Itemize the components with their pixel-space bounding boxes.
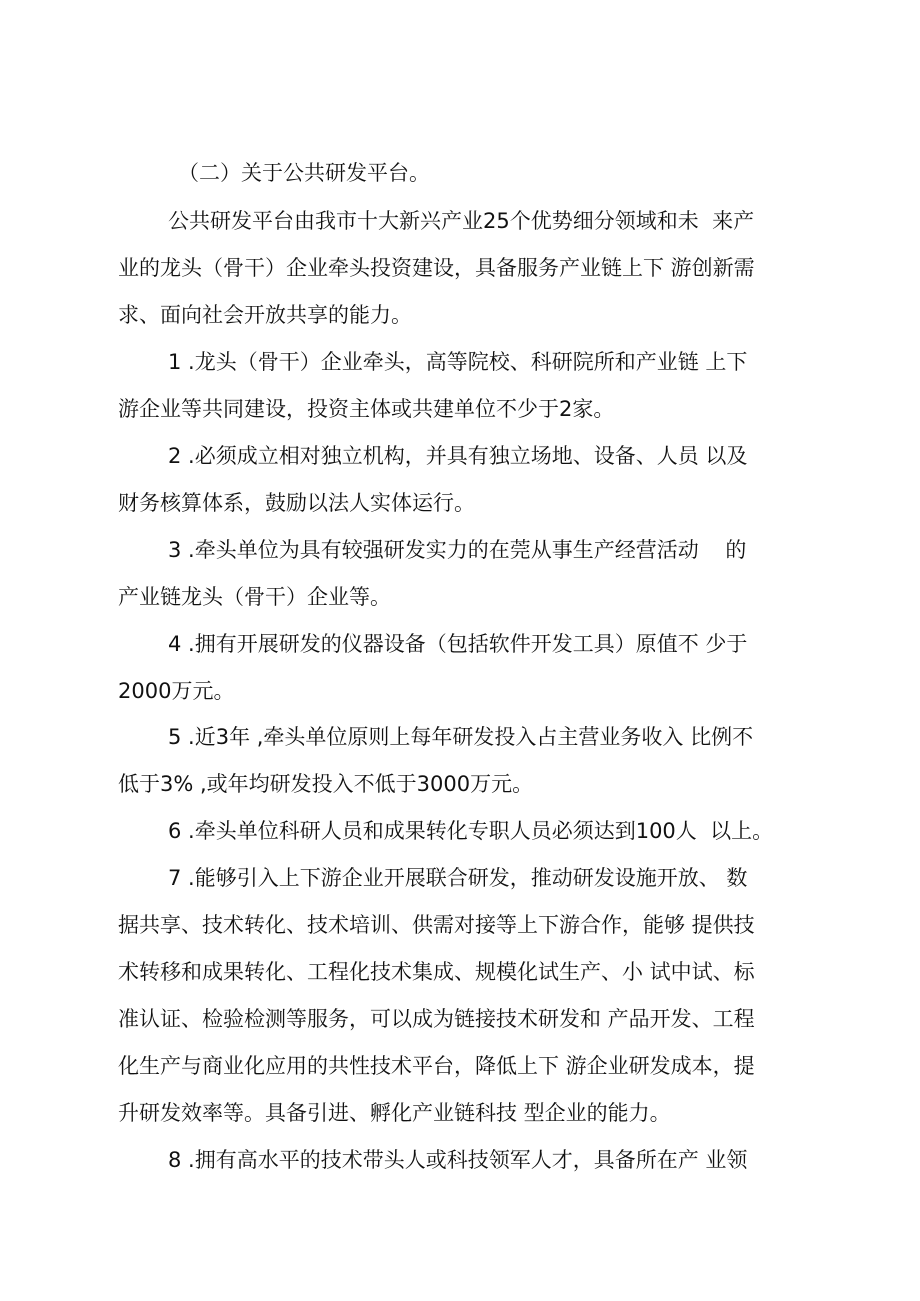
body-line: 准认证、检验检测等服务，可以成为链接技术研发和 产品开发、工程 xyxy=(118,1007,755,1031)
body-line: 化生产与商业化应用的共性技术平台，降低上下 游企业研发成本，提 xyxy=(118,1054,755,1078)
list-item-7: 7 .能够引入上下游企业开展联合研发，推动研发设施开放、 数 xyxy=(168,866,748,890)
body-line: 术转移和成果转化、工程化技术集成、规模化试生产、小 试中试、标 xyxy=(118,960,755,984)
list-item-5: 5 .近3年 ,牵头单位原则上每年研发投入占主营业务收入 比例不 xyxy=(168,725,754,749)
body-line: 游企业等共同建设，投资主体或共建单位不少于2家。 xyxy=(118,397,615,421)
body-line: 产业链龙头（骨干）企业等。 xyxy=(118,585,391,609)
list-item-4: 4 .拥有开展研发的仪器设备（包括软件开发工具）原值不 少于 xyxy=(168,632,748,656)
body-line: 2000万元。 xyxy=(118,679,235,703)
list-item-2: 2 .必须成立相对独立机构，并具有独立场地、设备、人员 以及 xyxy=(168,444,748,468)
body-line: 据共享、技术转化、技术培训、供需对接等上下游合作，能够 提供技 xyxy=(118,913,755,937)
list-item-1: 1 .龙头（骨干）企业牵头，高等院校、科研院所和产业链 上下 xyxy=(168,350,748,374)
body-line: 升研发效率等。具备引进、孵化产业链科技 型企业的能力。 xyxy=(118,1101,671,1125)
body-line: 公共研发平台由我市十大新兴产业25个优势细分领域和未 来产 xyxy=(168,209,755,233)
section-heading: （二）关于公共研发平台。 xyxy=(178,161,430,185)
body-line: 求、面向社会开放共享的能力。 xyxy=(118,303,412,327)
body-line: 财务核算体系，鼓励以法人实体运行。 xyxy=(118,491,475,515)
list-item-3: 3 .牵头单位为具有较强研发实力的在莞从事生产经营活动 的 xyxy=(168,538,747,562)
list-item-6: 6 .牵头单位科研人员和成果转化专职人员必须达到100人 以上。 xyxy=(168,819,774,843)
body-line: 业的龙头（骨干）企业牵头投资建设，具备服务产业链上下 游创新需 xyxy=(118,256,755,280)
list-item-8: 8 .拥有高水平的技术带头人或科技领军人才，具备所在产 业领 xyxy=(168,1148,748,1172)
body-line: 低于3% ,或年均研发投入不低于3000万元。 xyxy=(118,772,534,796)
